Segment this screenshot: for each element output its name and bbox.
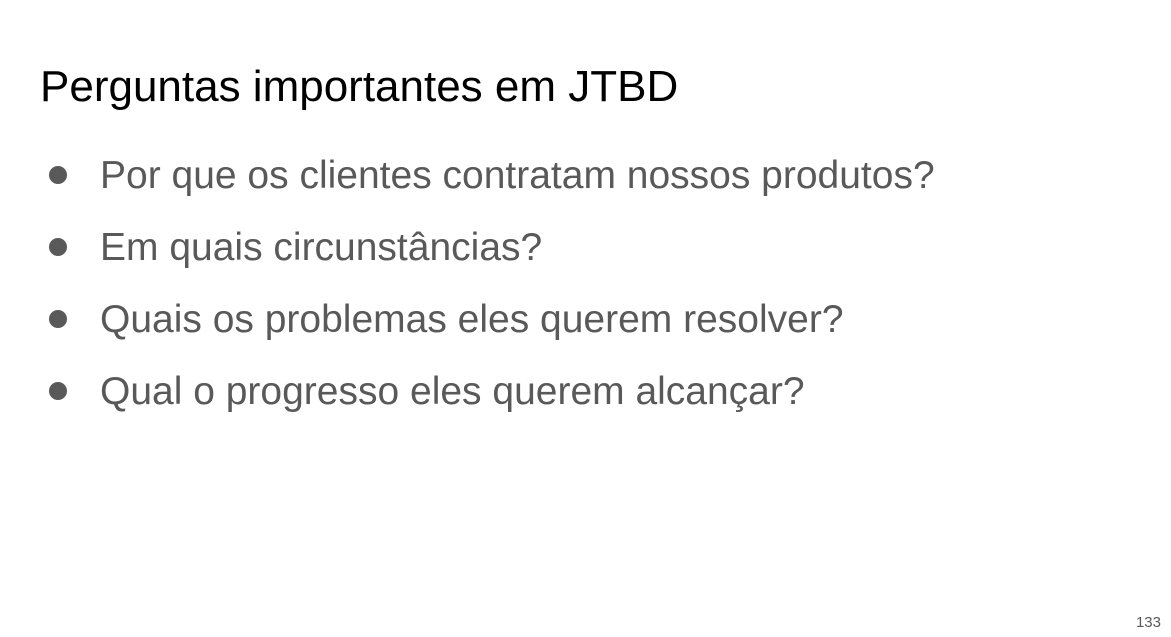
bullet-text: Quais os problemas eles querem resolver? xyxy=(100,298,844,341)
bullet-dot-icon xyxy=(49,310,67,328)
bullet-text: Em quais circunstâncias? xyxy=(100,226,543,269)
bullet-dot-icon xyxy=(49,166,67,184)
bullet-text: Qual o progresso eles querem alcançar? xyxy=(100,370,805,413)
bullet-text: Por que os clientes contratam nossos produtos? xyxy=(100,154,935,197)
bullet-dot-icon xyxy=(49,382,67,400)
bullet-dot-icon xyxy=(49,238,67,256)
page-number: 133 xyxy=(1135,614,1161,631)
slide-title: Perguntas importantes em JTBD xyxy=(40,62,679,111)
